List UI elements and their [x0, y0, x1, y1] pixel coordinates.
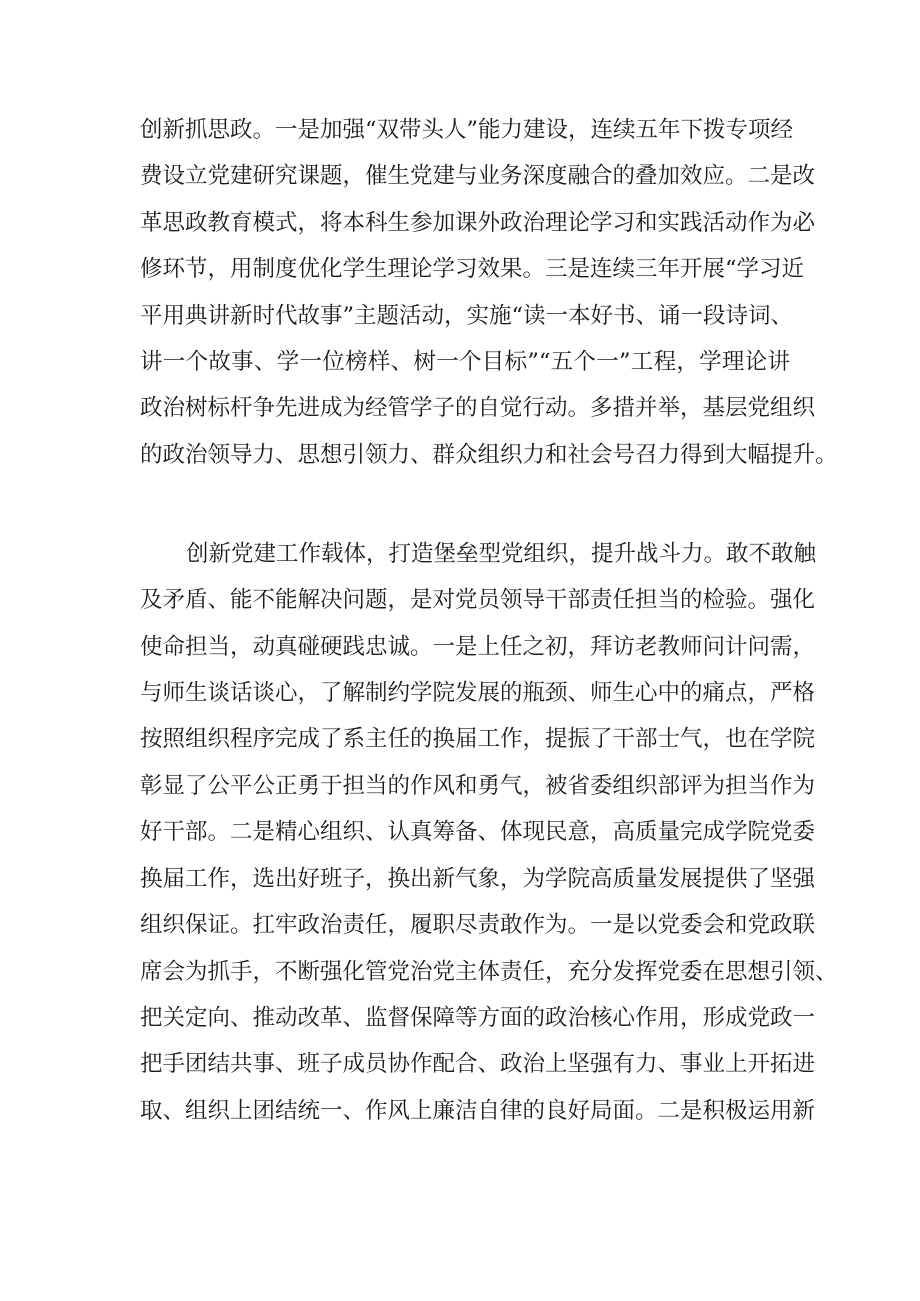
paragraph-line: 取、组织上团结统一、作风上廉洁自律的良好局面。二是积极运用新	[140, 1098, 816, 1124]
paragraph-line: 席会为抓手，不断强化管党治党主体责任，充分发挥党委在思想引领、	[140, 959, 838, 985]
paragraph-line: 的政治领导力、思想引领力、群众组织力和社会号召力得到大幅提升。	[140, 442, 838, 468]
paragraph-line: 与师生谈话谈心，了解制约学院发展的瓶颈、师生心中的痛点，严格	[140, 680, 816, 706]
paragraph-line: 革思政教育模式，将本科生参加课外政治理论学习和实践活动作为必	[140, 210, 816, 236]
paragraph-line: 修环节，用制度优化学生理论学习效果。三是连续三年开展“学习近	[140, 256, 805, 282]
paragraph-line: 使命担当，动真碰硬践忠诚。一是上任之初，拜访老教师问计问需，	[140, 634, 816, 660]
paragraph-line: 政治树标杆争先进成为经管学子的自觉行动。多措并举，基层党组织	[140, 395, 816, 421]
paragraph-line: 换届工作，选出好班子，换出新气象，为学院高质量发展提供了坚强	[140, 866, 816, 892]
paragraph-line: 组织保证。扛牢政治责任，履职尽责敢作为。一是以党委会和党政联	[140, 912, 816, 938]
paragraph-line: 平用典讲新时代故事”主题活动，实施“读一本好书、诵一段诗词、	[140, 303, 794, 329]
paragraph-line: 讲一个故事、学一位榜样、树一个目标”“五个一”工程，学理论讲	[140, 349, 790, 375]
paragraph-line: 好干部。二是精心组织、认真筹备、体现民意，高质量完成学院党委	[140, 819, 816, 845]
paragraph-line: 把关定向、推动改革、监督保障等方面的政治核心作用，形成党政一	[140, 1005, 816, 1031]
paragraph-line: 创新党建工作载体，打造堡垒型党组织，提升战斗力。敢不敢触	[186, 541, 817, 567]
paragraph-line: 把手团结共事、班子成员协作配合、政治上坚强有力、事业上开拓进	[140, 1051, 816, 1077]
paragraph-line: 创新抓思政。一是加强“双带头人”能力建设，连续五年下拨专项经	[140, 117, 794, 143]
paragraph-line: 彰显了公平公正勇于担当的作风和勇气，被省委组织部评为担当作为	[140, 773, 816, 799]
paragraph-line: 及矛盾、能不能解决问题，是对党员领导干部责任担当的检验。强化	[140, 587, 816, 613]
paragraph-line: 按照组织程序完成了系主任的换届工作，提振了干部士气，也在学院	[140, 726, 816, 752]
paragraph-line: 费设立党建研究课题，催生党建与业务深度融合的叠加效应。二是改	[140, 163, 816, 189]
